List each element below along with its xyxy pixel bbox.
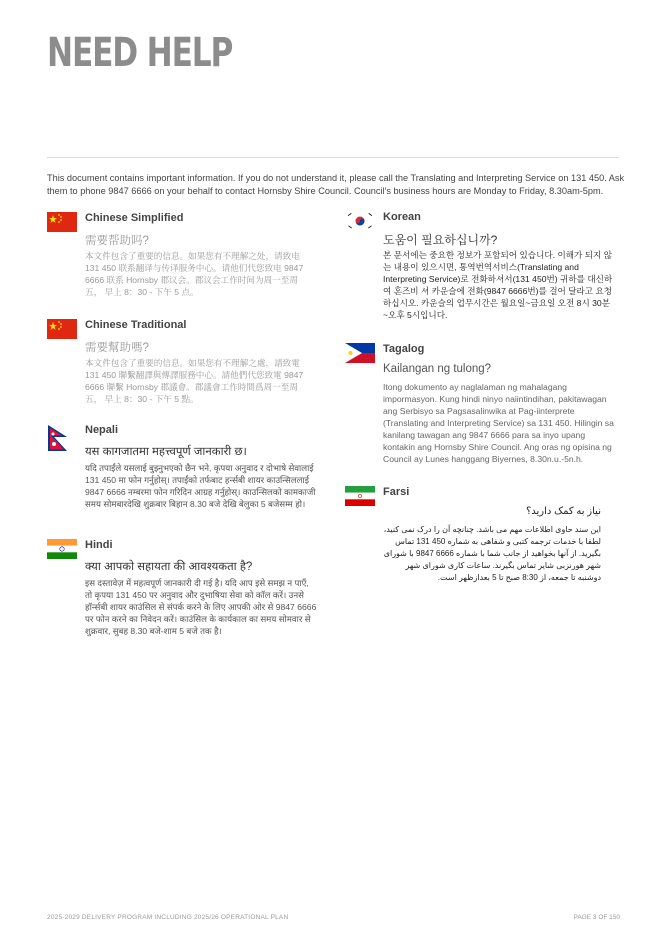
- page-title: NEED HELP: [47, 30, 233, 76]
- footer-page-number: PAGE 3 OF 150: [573, 914, 620, 921]
- language-heading: نیاز به کمک دارید؟: [525, 506, 601, 517]
- language-body: 본 문서에는 중요한 정보가 포함되어 있습니다. 이해가 되지 않는 내용이 있으시면, 통역번역서비스(Translating and Interpreting Service)로 전화하셔서(131 450번) 귀하를 대신하여 혼즈비 셔 카운슬에 전화(9847 6666번)를 걸어 달라고 요청하십시오. 카운슬의 업무시간은 월요일~금요일 오전 8시 30분~오후 5시입니다.: [383, 250, 613, 320]
- language-name: Farsi: [383, 486, 410, 498]
- india-flag-icon: [47, 539, 77, 559]
- section-nepali: [47, 424, 327, 534]
- china-flag-icon: [47, 212, 77, 232]
- section-tagalog: [345, 343, 625, 473]
- language-body: Itong dokumento ay naglalaman ng mahalagang impormasyon. Kung hindi ninyo naiintindihan, pakitawagan ang Serbisyo sa Pagsasalinwika at Pag-iinterprete (Translating and Interpreting Service) sa 131 450. Hilingin sa kanilang tawagan ang 9847 6666 para sa inyo upang kontakin ang Hornsby Shire Council. Ang oras ng opisina ng Council ay Lunes hanggang Biyernes, 8.30n.u.-5n.h.: [383, 382, 614, 464]
- south-korea-flag-icon: [345, 211, 375, 231]
- language-heading: 需要幫助嗎?: [85, 342, 149, 354]
- section-chinese-traditional: [47, 319, 327, 419]
- language-body: इस दस्तावेज़ में महत्वपूर्ण जानकारी दी गई है। यदि आप इसे समझ न पाएँ, तो कृपया 131 450 पर अनुवाद और दुभाषिया सेवा को कॉल करें। उनसे हॉर्न्सबी शायर काउंसिल से संपर्क करने के लिए आपकी ओर से 9847 6666 पर फोन करने का निवेदन करें। काउंसिल के कार्यकाल का समय सोमवार से शुक्रवार, सुबह 8.30 बजे-शाम 5 बजे तक है।: [85, 578, 317, 636]
- language-body: 本文件包含了重要的信息。如果您有不理解之處，請致電 131 450 聯繫翻譯與傳譯服務中心。請他們代您致電 9847 6666 聯繫 Hornsby 郡議會。郡議會工作時間爲周一至周五， 早上 8：30 - 下午 5 點。: [85, 358, 304, 404]
- language-heading: Kailangan ng tulong?: [383, 363, 492, 375]
- language-body: यदि तपाईंले यसलाई बुझ्नुभएको छैन भने, कृपया अनुवाद र दोभाषे सेवालाई 131 450 मा फोन गर्नुहोस्। तपाईंको तर्फबाट हर्न्सबी शायर काउन्सिललाई 9847 6666 नम्बरमा फोन गरिदिन आग्रह गर्नुहोस्। काउन्सिलको कामकाजी समय सोमबारदेखि शुक्रबार बिहान 8.30 बजे देखि बेलुका 5 बजेसम्म हो।: [85, 463, 316, 509]
- language-name: Tagalog: [383, 343, 425, 355]
- language-heading: 도움이 필요하십니까?: [383, 233, 498, 247]
- language-heading: क्या आपको सहायता की आवश्यकता है?: [85, 561, 253, 573]
- section-korean: [345, 211, 625, 331]
- china-flag-icon: [47, 319, 77, 339]
- language-heading: यस कागजातमा महत्त्वपूर्ण जानकारी छ।: [85, 446, 247, 458]
- language-name: Chinese Traditional: [85, 319, 187, 331]
- language-body: این سند حاوی اطلاعات مهم می باشد. چنانچه آن را درک نمی کنید، لطفا با خدمات ترجمه کتبی و شفاهی به شماره 450 131 تماس بگیرید. از آنها بخواهید از جانب شما با شماره 6666 9847 با شورای شهر هورنزبی شایر تماس بگیرند. ساعات کاری شورای شهر دوشنبه تا جمعه، از 8:30 صبح تا 5 بعدازظهر است.: [383, 525, 601, 582]
- language-name: Chinese Simplified: [85, 212, 184, 224]
- iran-flag-icon: [345, 486, 375, 506]
- section-hindi: [47, 539, 327, 649]
- language-name: Nepali: [85, 424, 119, 436]
- language-name: Korean: [383, 211, 421, 223]
- section-farsi: [345, 486, 625, 596]
- intro-text: This document contains important information. If you do not understand it, please call the Translating and Interpreting Service on 131 450. Ask them to phone 9847 6666 on your behalf to contact Hornsby Shire Council. Council's business hours are Monday to Friday, 8.30am-5pm.: [47, 173, 625, 196]
- language-body: 本文件包含了重要的信息。如果您有不理解之处，请致电 131 450 联系翻译与传译服务中心。请他们代您致电 9847 6666 联系 Hornsby 郡议会。郡议会工作时间为周一至周五， 早上 8：30 - 下午 5 点。: [85, 251, 304, 297]
- language-heading: 需要帮助吗?: [85, 235, 149, 247]
- footer-document-title: 2025-2029 DELIVERY PROGRAM INCLUDING 2025/26 OPERATIONAL PLAN: [47, 914, 289, 921]
- nepal-flag-icon: [47, 424, 71, 452]
- section-chinese-simplified: [47, 212, 327, 312]
- philippines-flag-icon: [345, 343, 375, 363]
- divider: [47, 157, 619, 158]
- language-name: Hindi: [85, 539, 113, 551]
